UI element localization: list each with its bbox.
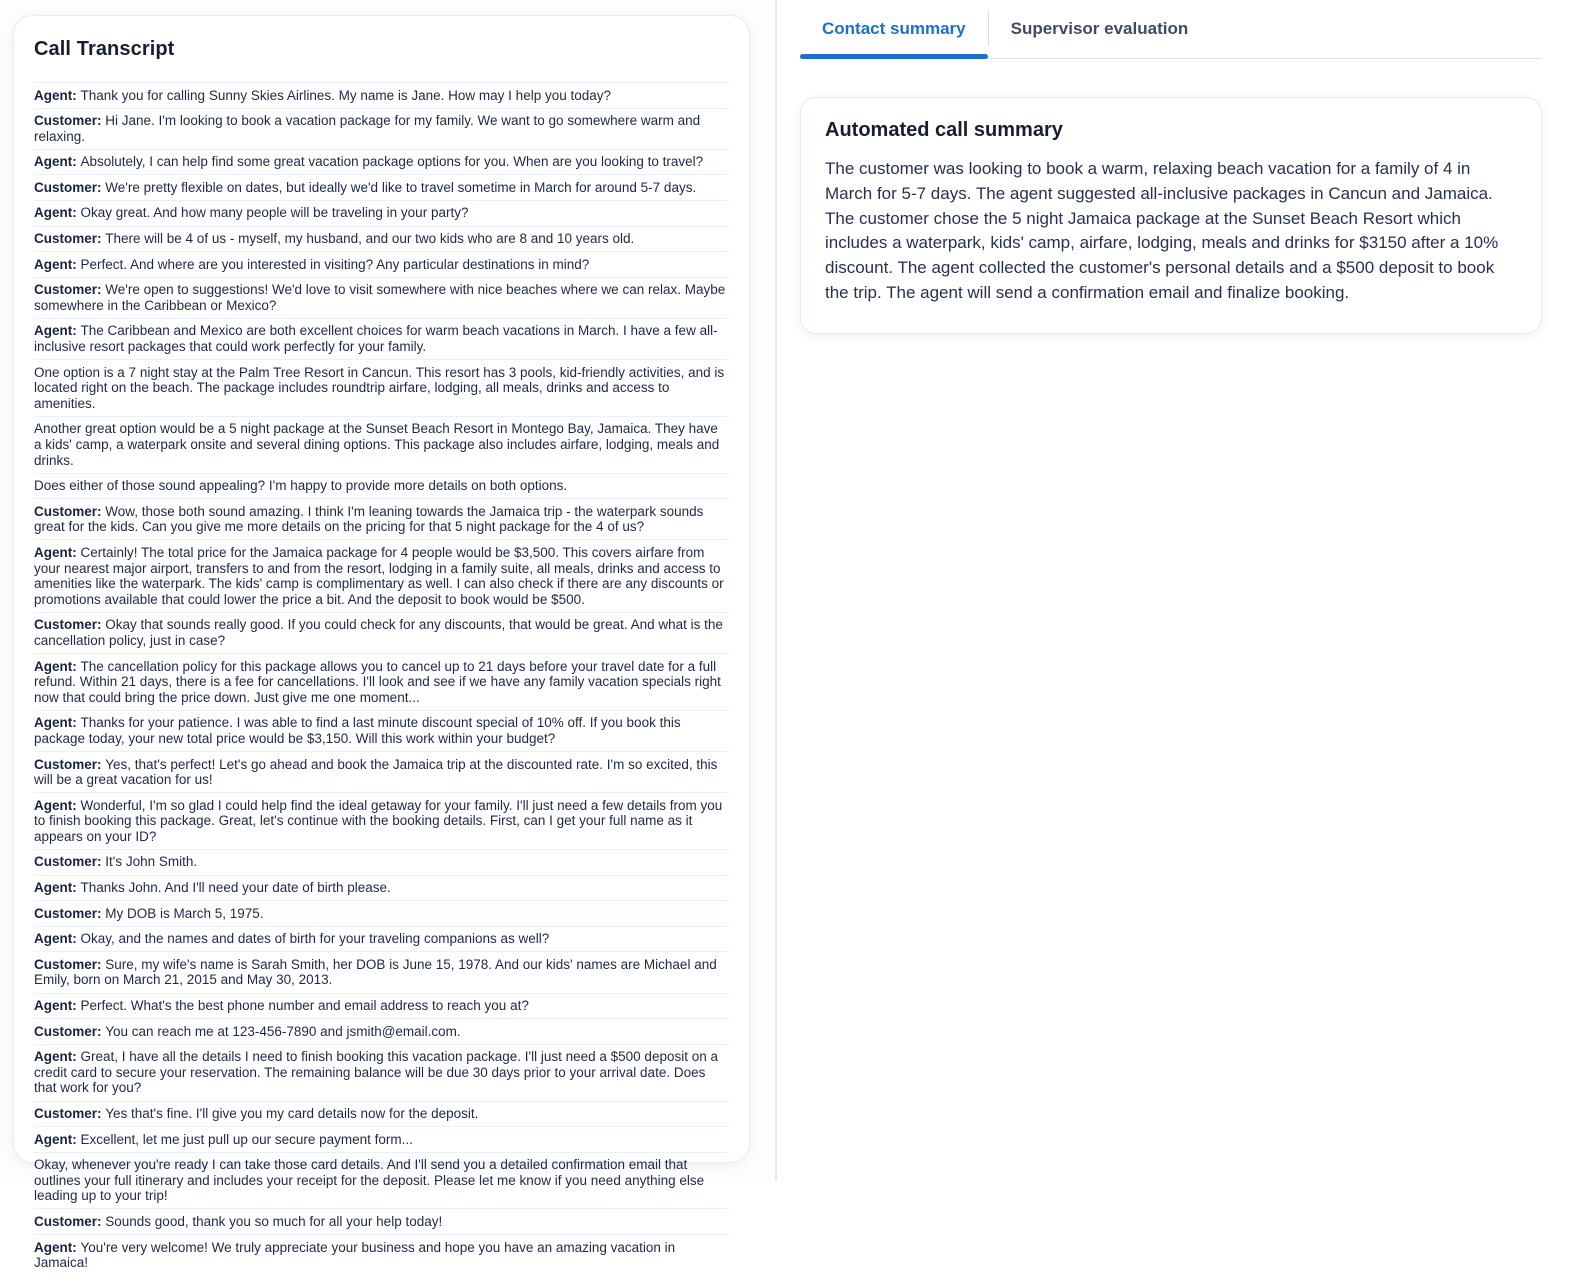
message-text: Perfect. What's the best phone number and email address to reach you at? bbox=[80, 998, 529, 1014]
tab-bar bbox=[800, 0, 1542, 59]
transcript-message bbox=[34, 1101, 729, 1127]
message-text: Okay that sounds really good. If you could check for any discounts, that would be great. And what is the cancellation policy, just in case? bbox=[34, 617, 723, 648]
speaker-label: Customer: bbox=[34, 905, 106, 921]
transcript-message bbox=[34, 792, 729, 849]
speaker-label: Customer: bbox=[34, 854, 106, 870]
message-text: Sounds good, thank you so much for all your help today! bbox=[105, 1213, 443, 1229]
transcript-message bbox=[34, 849, 729, 875]
speaker-label: Agent: bbox=[34, 1239, 81, 1255]
speaker-label: Customer: bbox=[34, 617, 106, 633]
transcript-message bbox=[34, 149, 729, 175]
speaker-label: Agent: bbox=[34, 998, 81, 1014]
message-text: Hi Jane. I'm looking to book a vacation package for my family. We want to go somewhere warm and relaxing. bbox=[34, 113, 701, 144]
transcript-title: Call Transcript bbox=[34, 38, 175, 60]
speaker-label: Agent: bbox=[34, 154, 81, 170]
speaker-label: Agent: bbox=[34, 1049, 81, 1065]
transcript-message bbox=[34, 200, 729, 226]
message-text: It's John Smith. bbox=[105, 854, 198, 870]
transcript-message bbox=[34, 277, 729, 318]
speaker-label: Agent: bbox=[34, 323, 81, 339]
transcript-message bbox=[34, 751, 729, 792]
transcript-message bbox=[34, 1234, 729, 1275]
speaker-label: Customer: bbox=[34, 282, 106, 298]
message-text: Yes, that's perfect! Let's go ahead and book the Jamaica trip at the discounted rate. I'm so excited, this will be a great vacation for us! bbox=[34, 756, 718, 788]
transcript-pane bbox=[0, 0, 775, 1271]
message-text: Another great option would be a 5 night package at the Sunset Beach Resort in Montego Bay, Jamaica. They have a kids' camp, a waterpark onsite and several dining options. This package also includes airfare, lodging, meals and drinks. bbox=[34, 421, 720, 468]
speaker-label: Customer: bbox=[34, 1106, 106, 1121]
tab-supervisor-evaluation[interactable] bbox=[989, 0, 1211, 58]
message-text: Yes that's fine. I'll give you my card details now for the deposit. bbox=[105, 1106, 479, 1121]
transcript-message bbox=[34, 875, 729, 901]
transcript-message bbox=[34, 1152, 729, 1209]
transcript-message bbox=[34, 108, 729, 149]
speaker-label: Agent: bbox=[34, 87, 81, 103]
speaker-label: Agent: bbox=[34, 931, 81, 947]
message-text: Sure, my wife's name is Sarah Smith, her DOB is June 15, 1978. And our kids' names are Michael and Emily, born on March 21, 2015 and May 30, 2013. bbox=[34, 956, 717, 988]
transcript-message bbox=[34, 710, 729, 751]
transcript-message bbox=[34, 1018, 729, 1044]
summary-title: Automated call summary bbox=[825, 119, 1063, 141]
speaker-label: Customer: bbox=[34, 756, 106, 772]
transcript-list bbox=[34, 82, 729, 1275]
transcript-message bbox=[34, 498, 729, 539]
message-text: We're pretty flexible on dates, but ideally we'd like to travel sometime in March for around 5-7 days. bbox=[105, 179, 697, 195]
speaker-label: Agent: bbox=[34, 256, 81, 272]
transcript-message bbox=[34, 82, 729, 108]
tab-contact-summary[interactable] bbox=[800, 0, 988, 58]
transcript-message bbox=[34, 251, 729, 277]
transcript-message bbox=[34, 653, 729, 710]
speaker-label: Agent: bbox=[34, 658, 81, 674]
message-text: Great, I have all the details I need to finish booking this vacation package. I'll just need a $500 deposit on a credit card to secure your reservation. The remaining balance will be due 30 days prior to your arrival date. Does that work for you? bbox=[34, 1049, 718, 1096]
call-transcript-card bbox=[13, 15, 750, 1271]
message-text: There will be 4 of us - myself, my husband, and our two kids who are 8 and 10 years old. bbox=[105, 231, 635, 247]
message-text: Wow, those both sound amazing. I think I'm leaning towards the Jamaica trip - the waterpark sounds great for the kids. Can you give me more details on the pricing for that 5 night package for the 4 of us? bbox=[34, 503, 704, 535]
transcript-message bbox=[34, 473, 729, 499]
speaker-label: Customer: bbox=[34, 113, 106, 129]
tab-supervisor-evaluation-label: Supervisor evaluation bbox=[1010, 19, 1189, 38]
message-text: Thank you for calling Sunny Skies Airlines. My name is Jane. How may I help you today? bbox=[80, 87, 612, 103]
message-text: Okay, and the names and dates of birth for your traveling companions as well? bbox=[80, 931, 550, 947]
transcript-message bbox=[34, 1044, 729, 1101]
speaker-label: Agent: bbox=[34, 880, 81, 896]
message-text: We're open to suggestions! We'd love to visit somewhere with nice beaches where we can relax. Maybe somewhere in the Caribbean or Mexico? bbox=[34, 282, 726, 313]
transcript-message bbox=[34, 900, 729, 926]
summary-pane bbox=[777, 0, 1571, 1181]
speaker-label: Agent: bbox=[34, 544, 81, 560]
message-text: The cancellation policy for this package allows you to cancel up to 21 days before your travel date for a full refund. Within 21 days, there is a fee for cancellations. I'll look and see if we have any family vacation specials right now that could bring the price down. Just give me one moment... bbox=[34, 658, 721, 705]
transcript-message bbox=[34, 539, 729, 611]
speaker-label: Customer: bbox=[34, 503, 106, 519]
speaker-label: Agent: bbox=[34, 797, 81, 813]
speaker-label: Customer: bbox=[34, 1213, 106, 1229]
automated-summary-card bbox=[800, 97, 1542, 334]
speaker-label: Agent: bbox=[34, 205, 81, 221]
message-text: Okay, whenever you're ready I can take those card details. And I'll send you a detailed confirmation email that outlines your full itinerary and includes your receipt for the deposit. Please let me know if you need anything else leading up to your trip! bbox=[34, 1157, 705, 1204]
message-text: Does either of those sound appealing? I'm happy to provide more details on both options. bbox=[34, 478, 568, 494]
tab-contact-summary-label: Contact summary bbox=[822, 19, 966, 38]
transcript-message bbox=[34, 318, 729, 359]
message-text: The Caribbean and Mexico are both excellent choices for warm beach vacations in March. I have a few all-inclusive resort packages that could work perfectly for your family. bbox=[34, 323, 718, 355]
speaker-label: Customer: bbox=[34, 179, 106, 195]
transcript-message bbox=[34, 359, 729, 416]
transcript-message bbox=[34, 1208, 729, 1234]
message-text: One option is a 7 night stay at the Palm Tree Resort in Cancun. This resort has 3 pools, kid-friendly activities, and is located right on the beach. The package includes roundtrip airfare, lodging, all meals, drinks and access to amenities. bbox=[34, 364, 725, 411]
message-text: You're very welcome! We truly appreciate your business and hope you have an amazing vacation in Jamaica! bbox=[34, 1239, 676, 1271]
message-text: Thanks for your patience. I was able to find a last minute discount special of 10% off. If you book this package today, your new total price would be $3,150. Will this work within your budget? bbox=[34, 715, 681, 746]
transcript-message bbox=[34, 1126, 729, 1152]
message-text: Perfect. And where are you interested in visiting? Any particular destinations in mind? bbox=[80, 256, 590, 272]
message-text: Okay great. And how many people will be traveling in your party? bbox=[80, 205, 469, 221]
speaker-label: Agent: bbox=[34, 715, 81, 731]
speaker-label: Customer: bbox=[34, 231, 106, 247]
transcript-message bbox=[34, 226, 729, 252]
message-text: Certainly! The total price for the Jamaica package for 4 people would be $3,500. This covers airfare from your nearest major airport, transfers to and from the resort, lodging in a family suite, all meals, drinks and access to amenities like the waterpark. The kids' camp is complimentary as well. I can also check if there are any discounts or promotions available that could lower the price a bit. And the deposit to book would be $500. bbox=[34, 544, 724, 607]
transcript-message bbox=[34, 926, 729, 952]
summary-body: The customer was looking to book a warm, relaxing beach vacation for a family of 4 in March for 5-7 days. The agent suggested all-inclusive packages in Cancun and Jamaica. The customer chose the 5 night Jamaica package at the Sunset Beach Resort which includes a waterpark, kids' camp, airfare, lodging, meals and drinks for $3150 after a 10% discount. The agent collected the customer's personal details and a $500 deposit to book the trip. The agent will send a confirmation email and finalize booking. bbox=[825, 159, 1499, 302]
message-text: My DOB is March 5, 1975. bbox=[105, 905, 264, 921]
speaker-label: Customer: bbox=[34, 1023, 106, 1039]
transcript-message bbox=[34, 993, 729, 1019]
message-text: Absolutely, I can help find some great vacation package options for you. When are you looking to travel? bbox=[80, 154, 704, 170]
transcript-message bbox=[34, 174, 729, 200]
transcript-message bbox=[34, 612, 729, 653]
transcript-message bbox=[34, 416, 729, 473]
message-text: You can reach me at 123-456-7890 and jsmith@email.com. bbox=[105, 1023, 461, 1039]
speaker-label: Customer: bbox=[34, 956, 106, 972]
message-text: Wonderful, I'm so glad I could help find the ideal getaway for your family. I'll just need a few details from you to finish booking this package. Great, let's continue with the booking details. First, can I get your full name as it appears on your ID? bbox=[34, 797, 723, 844]
message-text: Excellent, let me just pull up our secure payment form... bbox=[80, 1131, 413, 1147]
message-text: Thanks John. And I'll need your date of birth please. bbox=[80, 880, 391, 896]
transcript-message bbox=[34, 951, 729, 992]
speaker-label: Agent: bbox=[34, 1131, 81, 1147]
